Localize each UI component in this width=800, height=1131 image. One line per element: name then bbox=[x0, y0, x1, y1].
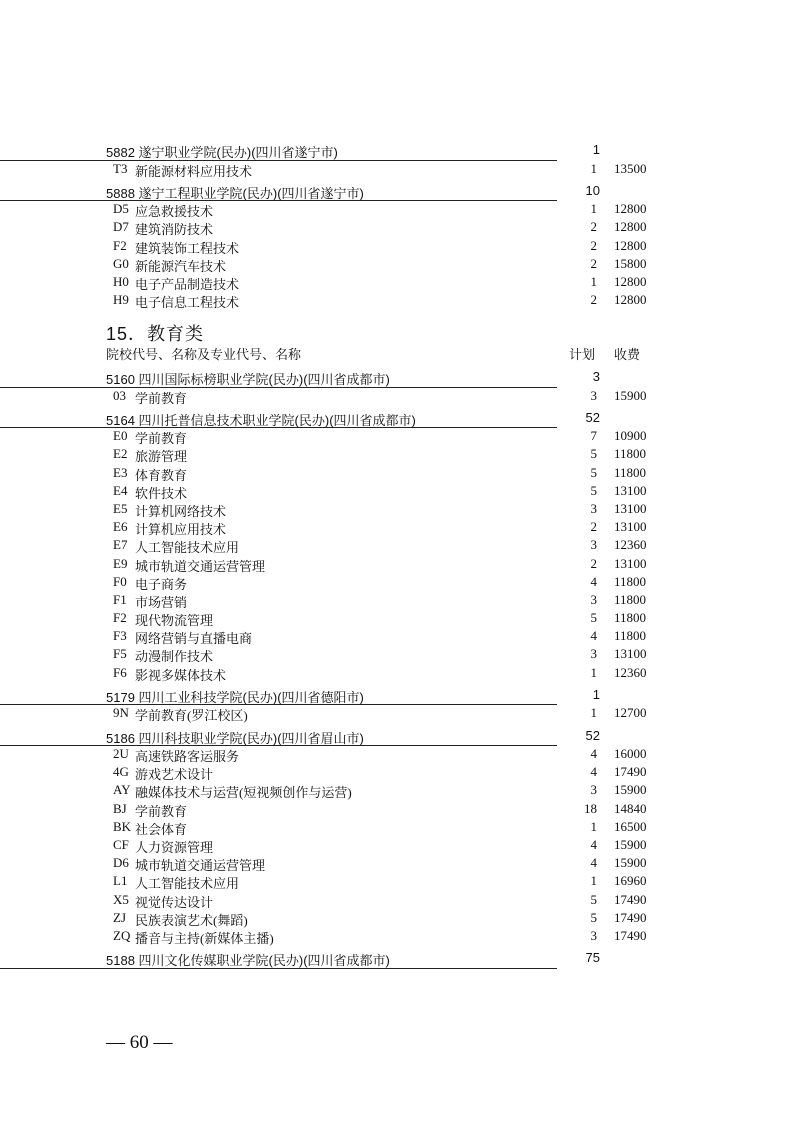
school-plan: 75 bbox=[585, 950, 600, 966]
major-plan: 2 bbox=[590, 555, 597, 571]
major-plan: 18 bbox=[584, 800, 597, 816]
major-code: CF bbox=[113, 836, 129, 852]
school-code: 5164 bbox=[106, 412, 135, 428]
major-row bbox=[0, 646, 800, 664]
major-row bbox=[0, 537, 800, 555]
major-name: 计算机网络技术 bbox=[135, 503, 227, 519]
major-row bbox=[0, 274, 800, 292]
major-plan: 1 bbox=[590, 160, 597, 176]
school-title: 四川托普信息技术职业学院(民办)(四川省成都市) bbox=[138, 412, 416, 428]
major-code: 9N bbox=[113, 705, 129, 721]
major-row bbox=[0, 219, 800, 237]
school-row bbox=[0, 182, 600, 202]
school-name bbox=[106, 183, 364, 202]
major-fee: 16000 bbox=[614, 746, 647, 761]
major-name: 体育教育 bbox=[135, 467, 188, 483]
major-code: BK bbox=[113, 818, 132, 834]
major-plan: 2 bbox=[590, 519, 597, 535]
major-row bbox=[0, 610, 800, 628]
major-name: 城市轨道交通运营管理 bbox=[135, 558, 266, 574]
major-plan: 4 bbox=[590, 836, 597, 852]
major-plan: 2 bbox=[590, 219, 597, 235]
major-name: 建筑装饰工程技术 bbox=[135, 240, 240, 256]
major-plan: 5 bbox=[590, 891, 597, 907]
major-row bbox=[0, 574, 800, 592]
school-title: 遂宁职业学院(民办)(四川省遂宁市) bbox=[138, 145, 338, 160]
major-fee: 16960 bbox=[614, 873, 647, 889]
major-name: 新能源材料应用技术 bbox=[135, 163, 253, 179]
major-code: T3 bbox=[113, 160, 128, 176]
major-fee: 17490 bbox=[614, 909, 647, 925]
major-name: 人工智能技术应用 bbox=[135, 876, 240, 892]
major-plan: 4 bbox=[590, 764, 597, 780]
major-code: E6 bbox=[113, 519, 128, 535]
major-name: 视觉传达设计 bbox=[135, 894, 214, 910]
major-code: D7 bbox=[113, 219, 129, 235]
major-plan: 5 bbox=[590, 446, 597, 462]
major-row bbox=[0, 465, 800, 483]
major-plan: 2 bbox=[590, 292, 597, 308]
major-code: D5 bbox=[113, 201, 129, 217]
major-plan: 2 bbox=[590, 237, 597, 253]
major-row bbox=[0, 819, 800, 837]
school-row bbox=[0, 142, 600, 161]
major-name: 建筑消防技术 bbox=[135, 222, 214, 238]
major-fee: 11800 bbox=[614, 446, 647, 462]
major-fee: 13100 bbox=[614, 482, 647, 498]
major-fee: 12800 bbox=[614, 273, 647, 289]
major-fee: 15800 bbox=[614, 255, 647, 271]
major-fee: 12800 bbox=[614, 237, 647, 253]
major-name: 学前教育 bbox=[135, 431, 188, 447]
major-code: 03 bbox=[113, 387, 126, 403]
major-plan: 7 bbox=[590, 428, 597, 444]
major-fee: 12700 bbox=[614, 705, 647, 721]
major-fee: 15900 bbox=[614, 782, 647, 798]
major-row bbox=[0, 519, 800, 537]
column-header-name: 院校代号、名称及专业代号、名称 bbox=[106, 347, 302, 362]
major-code: ZJ bbox=[113, 909, 126, 925]
major-row bbox=[0, 256, 800, 274]
school-name bbox=[106, 950, 390, 969]
major-plan: 4 bbox=[590, 746, 597, 761]
major-name: 软件技术 bbox=[135, 485, 188, 501]
major-fee: 13100 bbox=[614, 646, 647, 662]
school-row bbox=[0, 950, 600, 969]
school-code: 5160 bbox=[106, 372, 135, 387]
major-row bbox=[0, 501, 800, 519]
major-name: 新能源汽车技术 bbox=[135, 258, 227, 274]
major-row bbox=[0, 628, 800, 646]
major-code: L1 bbox=[113, 873, 128, 889]
major-name: 高速铁路客运服务 bbox=[135, 749, 240, 764]
major-plan: 1 bbox=[590, 873, 597, 889]
school-row bbox=[0, 727, 600, 747]
major-plan: 5 bbox=[590, 482, 597, 498]
major-code: 4G bbox=[113, 764, 129, 780]
major-code: X5 bbox=[113, 891, 129, 907]
major-fee: 11800 bbox=[614, 464, 647, 480]
school-title: 四川国际标榜职业学院(民办)(四川省成都市) bbox=[138, 372, 390, 387]
major-code: F2 bbox=[113, 237, 127, 253]
school-title: 遂宁工程职业学院(民办)(四川省遂宁市) bbox=[138, 185, 364, 201]
major-row bbox=[0, 837, 800, 855]
major-plan: 5 bbox=[590, 464, 597, 480]
major-name: 电子商务 bbox=[135, 576, 188, 592]
major-plan: 4 bbox=[590, 628, 597, 644]
major-name: 人工智能技术应用 bbox=[135, 540, 240, 556]
major-plan: 1 bbox=[590, 664, 597, 680]
major-name: 融媒体技术与运营(短视频创作与运营) bbox=[135, 785, 352, 801]
school-plan: 1 bbox=[592, 142, 600, 157]
major-code: ZQ bbox=[113, 927, 131, 943]
major-name: 城市轨道交通运营管理 bbox=[135, 858, 266, 874]
school-row bbox=[0, 369, 600, 388]
major-code: 2U bbox=[113, 746, 129, 761]
major-name: 现代物流管理 bbox=[135, 613, 214, 629]
school-list-top bbox=[0, 142, 800, 310]
major-plan: 3 bbox=[590, 537, 597, 553]
school-plan: 3 bbox=[592, 369, 600, 384]
school-code: 5186 bbox=[106, 730, 135, 746]
major-name: 游戏艺术设计 bbox=[135, 767, 214, 783]
major-code: BJ bbox=[113, 800, 127, 816]
major-code: E4 bbox=[113, 482, 128, 498]
major-plan: 5 bbox=[590, 610, 597, 626]
school-list-main bbox=[0, 369, 800, 969]
major-row bbox=[0, 801, 800, 819]
major-row bbox=[0, 556, 800, 574]
school-name bbox=[106, 410, 416, 429]
school-name bbox=[106, 142, 338, 161]
major-code: E3 bbox=[113, 464, 128, 480]
school-name bbox=[106, 687, 364, 706]
major-plan: 4 bbox=[590, 855, 597, 871]
major-row bbox=[0, 892, 800, 910]
major-name: 学前教育(罗江校区) bbox=[135, 708, 248, 724]
major-name: 学前教育 bbox=[135, 390, 188, 406]
major-plan: 3 bbox=[590, 500, 597, 516]
school-row bbox=[0, 409, 600, 429]
major-row bbox=[0, 705, 800, 723]
major-plan: 3 bbox=[590, 591, 597, 607]
major-fee: 10900 bbox=[614, 428, 647, 444]
major-row bbox=[0, 161, 800, 179]
major-code: E9 bbox=[113, 555, 128, 571]
major-fee: 13100 bbox=[614, 555, 647, 571]
major-code: E7 bbox=[113, 537, 128, 553]
major-row bbox=[0, 855, 800, 873]
major-plan: 3 bbox=[590, 387, 597, 403]
major-fee: 15900 bbox=[614, 836, 647, 852]
major-plan: 3 bbox=[590, 646, 597, 662]
major-row bbox=[0, 238, 800, 256]
major-code: F5 bbox=[113, 646, 127, 662]
school-title: 四川工业科技学院(民办)(四川省德阳市) bbox=[138, 689, 364, 705]
major-name: 应急救援技术 bbox=[135, 204, 214, 220]
major-row bbox=[0, 928, 800, 946]
major-code: E0 bbox=[113, 428, 128, 444]
major-row bbox=[0, 665, 800, 683]
school-plan: 10 bbox=[585, 182, 600, 198]
major-name: 电子信息工程技术 bbox=[135, 295, 240, 311]
major-row bbox=[0, 764, 800, 782]
major-code: F2 bbox=[113, 610, 127, 626]
school-code: 5888 bbox=[106, 185, 135, 201]
major-code: H0 bbox=[113, 273, 129, 289]
major-code: F6 bbox=[113, 664, 127, 680]
major-plan: 3 bbox=[590, 782, 597, 798]
major-name: 旅游管理 bbox=[135, 449, 188, 465]
major-code: D6 bbox=[113, 855, 129, 871]
school-plan: 52 bbox=[585, 409, 600, 425]
major-code: F1 bbox=[113, 591, 127, 607]
major-name: 计算机应用技术 bbox=[135, 522, 227, 538]
major-row bbox=[0, 782, 800, 800]
major-fee: 12360 bbox=[614, 537, 647, 553]
major-fee: 14840 bbox=[614, 800, 647, 816]
major-row bbox=[0, 873, 800, 891]
major-name: 人力资源管理 bbox=[135, 839, 214, 855]
school-code: 5188 bbox=[106, 953, 135, 969]
major-plan: 5 bbox=[590, 909, 597, 925]
major-code: F0 bbox=[113, 573, 127, 589]
major-plan: 1 bbox=[590, 705, 597, 721]
major-fee: 12360 bbox=[614, 664, 647, 680]
major-row bbox=[0, 746, 800, 764]
major-fee: 17490 bbox=[614, 891, 647, 907]
major-plan: 1 bbox=[590, 818, 597, 834]
major-row bbox=[0, 910, 800, 928]
major-row bbox=[0, 388, 800, 406]
page-number: — 60 — bbox=[106, 1032, 173, 1053]
major-row bbox=[0, 446, 800, 464]
school-title: 四川文化传媒职业学院(民办)(四川省成都市) bbox=[138, 953, 390, 969]
major-fee: 12800 bbox=[614, 219, 647, 235]
major-name: 影视多媒体技术 bbox=[135, 667, 227, 683]
major-name: 社会体育 bbox=[135, 821, 188, 837]
major-row bbox=[0, 201, 800, 219]
school-name bbox=[106, 369, 390, 388]
school-code: 5882 bbox=[106, 145, 135, 160]
column-header-fee: 收费 bbox=[614, 347, 641, 362]
major-plan: 1 bbox=[590, 201, 597, 217]
major-name: 电子产品制造技术 bbox=[135, 276, 240, 292]
major-name: 网络营销与直播电商 bbox=[135, 631, 253, 647]
school-code: 5179 bbox=[106, 689, 135, 705]
school-plan: 52 bbox=[585, 727, 600, 743]
school-title: 四川科技职业学院(民办)(四川省眉山市) bbox=[138, 730, 364, 746]
category-title: 15．教育类 bbox=[106, 324, 205, 344]
major-plan: 4 bbox=[590, 573, 597, 589]
major-code: E2 bbox=[113, 446, 128, 462]
major-name: 播音与主持(新媒体主播) bbox=[135, 930, 274, 946]
major-name: 学前教育 bbox=[135, 803, 188, 819]
major-fee: 17490 bbox=[614, 927, 647, 943]
major-plan: 3 bbox=[590, 927, 597, 943]
school-row bbox=[0, 686, 600, 706]
major-fee: 12800 bbox=[614, 201, 647, 217]
major-name: 市场营销 bbox=[135, 594, 188, 610]
major-code: E5 bbox=[113, 500, 128, 516]
major-name: 民族表演艺术(舞蹈) bbox=[135, 912, 248, 928]
major-name: 动漫制作技术 bbox=[135, 649, 214, 665]
column-header bbox=[0, 344, 800, 366]
major-fee: 13100 bbox=[614, 500, 647, 516]
major-fee: 11800 bbox=[614, 573, 647, 589]
major-row bbox=[0, 428, 800, 446]
major-fee: 15900 bbox=[614, 855, 647, 871]
major-fee: 17490 bbox=[614, 764, 647, 780]
major-plan: 1 bbox=[590, 273, 597, 289]
major-fee: 15900 bbox=[614, 387, 647, 403]
major-row bbox=[0, 592, 800, 610]
major-fee: 12800 bbox=[614, 292, 647, 308]
major-code: G0 bbox=[113, 255, 129, 271]
major-code: F3 bbox=[113, 628, 127, 644]
major-fee: 13500 bbox=[614, 160, 647, 176]
major-row bbox=[0, 483, 800, 501]
major-fee: 11800 bbox=[614, 628, 647, 644]
major-fee: 16500 bbox=[614, 818, 647, 834]
major-code: AY bbox=[113, 782, 131, 798]
major-plan: 2 bbox=[590, 255, 597, 271]
major-fee: 13100 bbox=[614, 519, 647, 535]
major-code: H9 bbox=[113, 292, 129, 308]
school-plan: 1 bbox=[592, 686, 600, 702]
major-fee: 11800 bbox=[614, 610, 647, 626]
school-name bbox=[106, 728, 364, 747]
major-row bbox=[0, 292, 800, 310]
major-fee: 11800 bbox=[614, 591, 647, 607]
column-header-plan: 计划 bbox=[569, 347, 596, 362]
